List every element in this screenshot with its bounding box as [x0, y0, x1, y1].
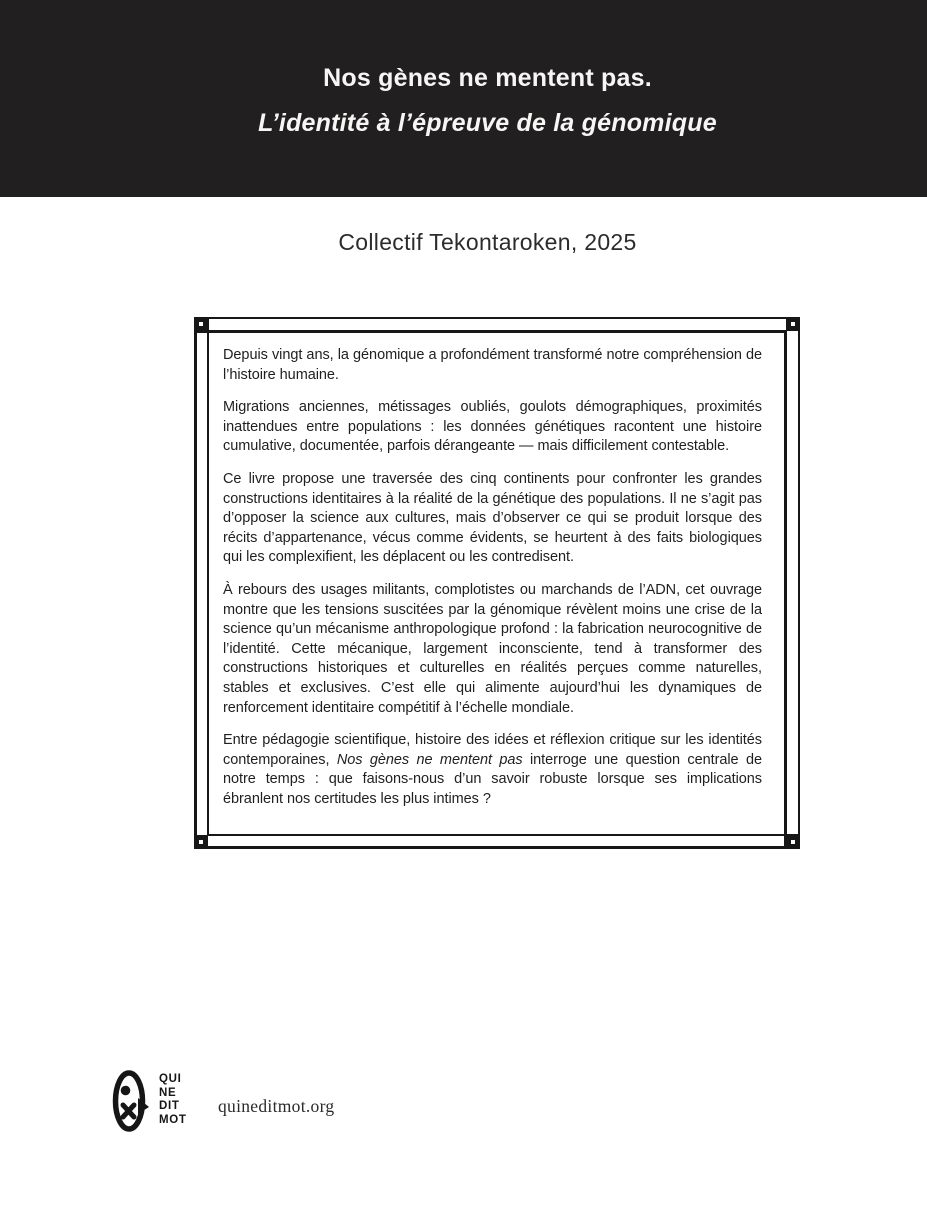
corner-ornament-dot: [791, 322, 795, 326]
blurb-text-segment: Entre pédagogie scientifique, histoire des idées et réflexion critique sur les identités contemporaines,: [223, 732, 762, 768]
inline-book-title: Nos gènes ne mentent pas: [336, 751, 523, 768]
title-band: [0, 0, 927, 197]
blurb-paragraph: Migrations anciennes, métissages oubliés, goulots démographiques, proximités inattendues entre populations : les données génétiques racontent une histoire cumulative, documentée, parfois dérangeante — mais difficilement contestable.: [223, 399, 762, 455]
corner-ornament-dot: [199, 840, 203, 844]
blurb-paragraph: À rebours des usages militants, complotistes ou marchands de l’ADN, cet ouvrage montre que les tensions suscitées par la génomique révèlent moins une crise de la science qu’un mécanisme anthropologique profond : la fabrication neurocognitive de l’identité. Cette mécanique, largement inconsciente, tend à transformer des constructions historiques et culturelles en réalités perçues comme naturelles, stables et exclusives. C’est elle qui alimente aujourd’hui les dynamiques de renforcement identitaire compétitif à l’échelle mondiale.: [223, 581, 762, 716]
logo-wordmark-line: MOT: [159, 1113, 187, 1126]
blurb-paragraph: Ce livre propose une traversée des cinq continents pour confronter les grandes constructions identitaires à la réalité de la génétique des populations. Il ne s’agit pas d’opposer la science aux cultures, mais d’observer ce qui se produit lorsque des récits d’appartenance, vécus comme évidents, se heurtent à des faits biologiques qui les complexifient, les déplacent ou les contredisent.: [223, 470, 762, 566]
publisher-logo: [112, 1069, 187, 1133]
title-band-inner: [24, 0, 927, 138]
corner-ornament-bottom-left: [194, 835, 208, 849]
corner-ornament-dot: [791, 840, 795, 844]
publisher-url: quineditmot.org: [218, 1096, 335, 1116]
blurb-content: [194, 317, 800, 839]
book-title: Nos gènes ne mentent pas.: [323, 64, 652, 92]
corner-ornament-top-left: [194, 317, 208, 331]
blurb-paragraph: [223, 731, 762, 809]
corner-ornament-dot: [199, 322, 203, 326]
logo-wordmark-line: DIT: [159, 1100, 180, 1113]
blurb-text-segment: interroge une question centrale de notre temps : que faisons-nous d’un savoir robuste lorsque ses implications ébranlent nos certitudes les plus intimes ?: [223, 751, 762, 807]
blurb-box: [194, 317, 800, 849]
corner-ornament-bottom-right: [786, 835, 800, 849]
logo-wordmark: [159, 1073, 187, 1127]
byline: Collectif Tekontaroken, 2025: [338, 229, 637, 255]
blurb-paragraph: Depuis vingt ans, la génomique a profondément transformé notre compréhension de l’histoire humaine.: [223, 347, 762, 383]
logo-wordmark-line: NE: [159, 1086, 177, 1099]
logo-wordmark-line: QUI: [159, 1073, 182, 1085]
book-subtitle: L’identité à l’épreuve de la génomique: [258, 108, 717, 137]
muted-face-icon: [112, 1069, 152, 1133]
publisher-footer: [112, 1069, 335, 1139]
corner-ornament-top-right: [786, 317, 800, 331]
